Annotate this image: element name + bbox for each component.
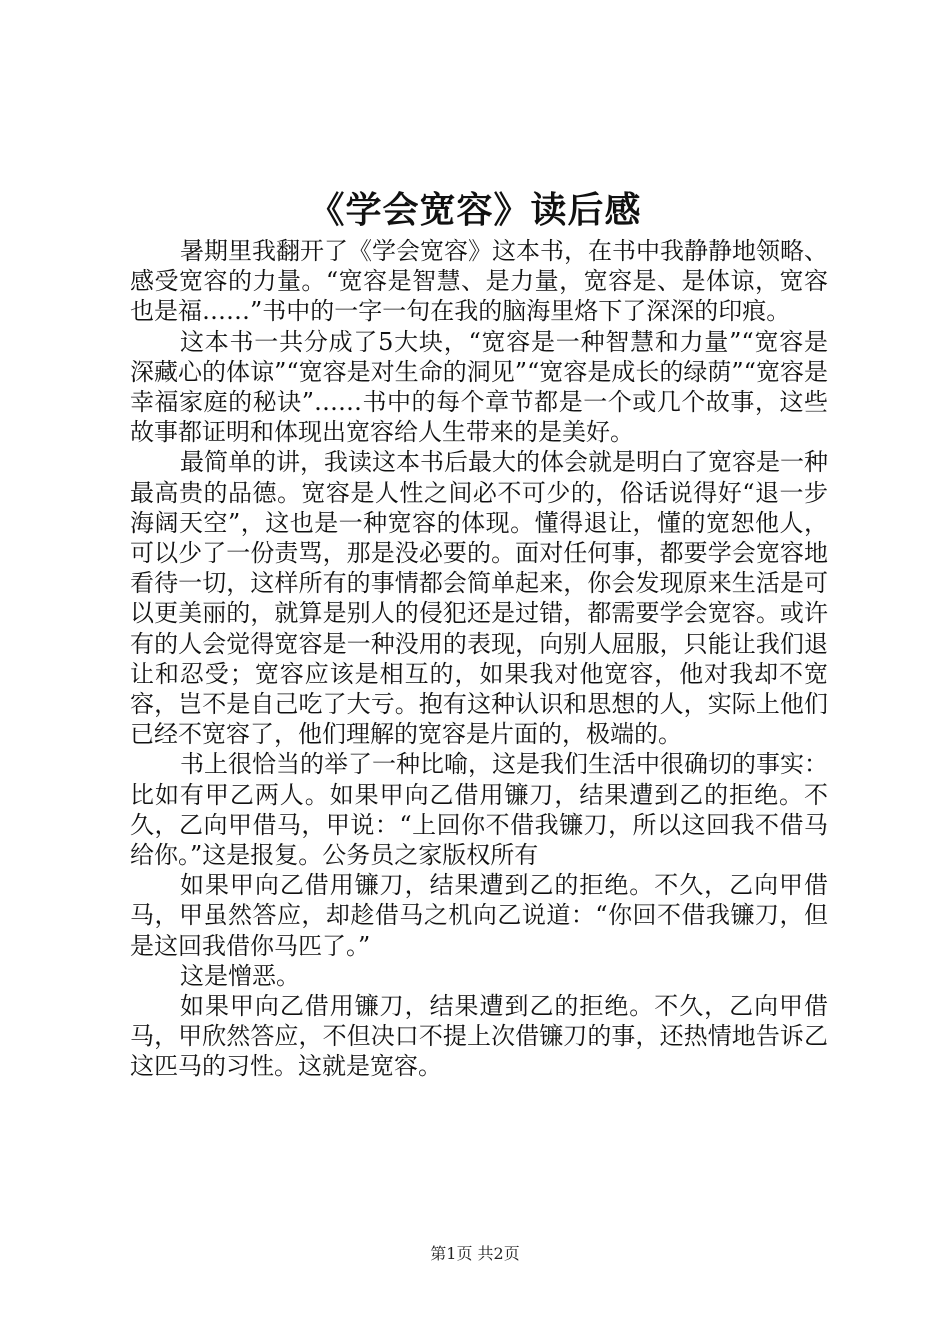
paragraph-3: 最简单的讲，我读这本书后最大的体会就是明白了宽容是一种最高贵的品德。宽容是人性之间必不可少的，俗话说得好“退一步海阔天空”，这也是一种宽容的体现。懂得退让，懂的宽恕他人，可以少了一份责骂，那是没必要的。面对任何事，都要学会宽容地看待一切，这样所有的事情都会简单起来，你会发现原来生活是可以更美丽的，就算是别人的侵犯还是过错，都需要学会宽容。或许有的人会觉得宽容是一种没用的表现，向别人屈服，只能让我们退让和忍受；宽容应该是相互的，如果我对他宽容，他对我却不宽容，岂不是自己吃了大亏。抱有这种认识和思想的人，实际上他们已经不宽容了，他们理解的宽容是片面的，极端的。 bbox=[130, 448, 828, 749]
paragraph-2: 这本书一共分成了5大块，“宽容是一种智慧和力量”“宽容是深藏心的体谅”“宽容是对生命的洞见”“宽容是成长的绿荫”“宽容是幸福家庭的秘诀”……书中的每个章节都是一个或几个故事，这些故事都证明和体现出宽容给人生带来的是美好。 bbox=[130, 327, 828, 447]
paragraph-4: 书上很恰当的举了一种比喻，这是我们生活中很确切的事实：比如有甲乙两人。如果甲向乙借用镰刀，结果遭到乙的拒绝。不久，乙向甲借马，甲说：“上回你不借我镰刀，所以这回我不借马给你。”这是报复。公务员之家版权所有 bbox=[130, 750, 828, 870]
page-number-footer: 第1页 共2页 bbox=[430, 1244, 520, 1263]
paragraph-1: 暑期里我翻开了《学会宽容》这本书，在书中我静静地领略、感受宽容的力量。“宽容是智慧、是力量，宽容是、是体谅，宽容也是福……”书中的一字一句在我的脑海里烙下了深深的印痕。 bbox=[130, 237, 828, 326]
paragraph-7: 如果甲向乙借用镰刀，结果遭到乙的拒绝。不久，乙向甲借马，甲欣然答应，不但决口不提上次借镰刀的事，还热情地告诉乙这匹马的习性。这就是宽容。 bbox=[130, 992, 828, 1081]
paragraph-6: 这是憎恶。 bbox=[180, 961, 300, 990]
document-title: 《学会宽容》读后感 bbox=[308, 189, 642, 231]
document-body bbox=[130, 236, 828, 1082]
paragraph-5: 如果甲向乙借用镰刀，结果遭到乙的拒绝。不久，乙向甲借马，甲虽然答应，却趁借马之机向乙说道：“你回不借我镰刀，但是这回我借你马匹了。” bbox=[130, 871, 828, 960]
